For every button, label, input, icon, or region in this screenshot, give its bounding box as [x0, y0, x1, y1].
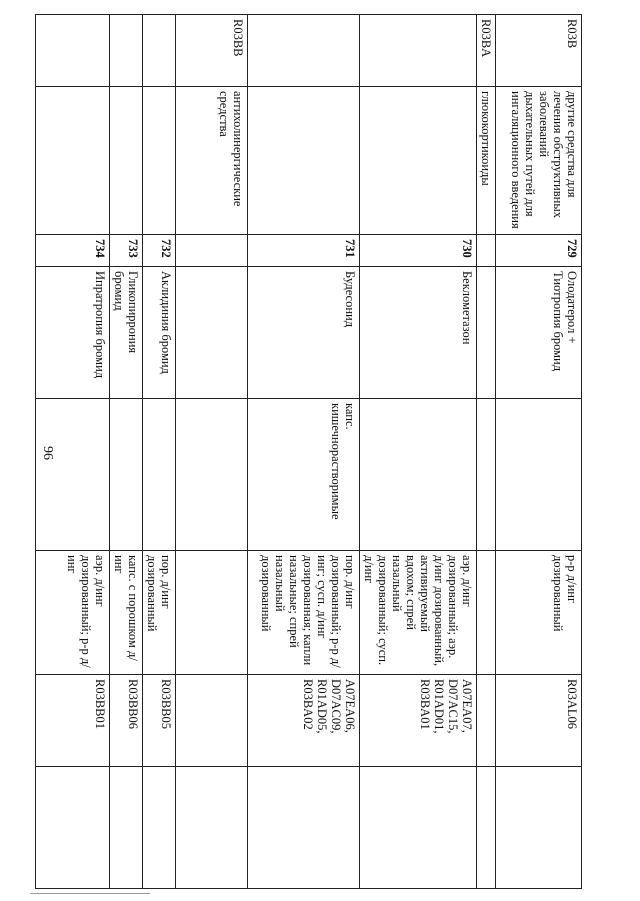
atc-group-code-cell: R03BA	[477, 15, 496, 87]
extra-form-cell: капс. кишечнорастворимые	[248, 399, 360, 551]
drug-name-cell: Аклидиния бромид	[143, 267, 176, 399]
atc-group-name-cell: другие средства для лечения обструктивных заболеваний дыхательных путей для ингаляционного введения	[496, 87, 582, 235]
atc-group-name-cell: глюкокортикоиды	[477, 87, 496, 235]
atc-code-cell: R03BB05	[143, 675, 176, 767]
atc-group-code-cell	[360, 15, 477, 87]
extra-form-cell	[477, 399, 496, 551]
dosage-form-cell: пор. д/инг дозированный; р-р д/инг; сусп. д/инг дозированная; капли назальные; спрей назальный дозированный	[248, 551, 360, 675]
dosage-form-cell: р-р д/инг дозированный	[496, 551, 582, 675]
dosage-form-cell: аэр. д/инг дозированный; р-р д/инг	[36, 551, 110, 675]
atc-group-code-cell	[143, 15, 176, 87]
atc-group-name-cell: антихолинергические средства	[176, 87, 248, 235]
drug-name-cell: Будесонид	[248, 267, 360, 399]
drug-name-cell: Гликопиррония бромид	[110, 267, 143, 399]
row-number-cell: 729	[496, 235, 582, 267]
atc-group-name-cell	[248, 87, 360, 235]
row-number-cell: 733	[110, 235, 143, 267]
extra-form-cell	[110, 399, 143, 551]
atc-code-cell: R03BB01	[36, 675, 110, 767]
dosage-form-cell	[477, 551, 496, 675]
empty-cell	[176, 767, 248, 889]
extra-form-cell	[496, 399, 582, 551]
dosage-form-cell: капс. с порошком д/инг	[110, 551, 143, 675]
atc-code-cell: R03BB06	[110, 675, 143, 767]
dosage-form-cell	[176, 551, 248, 675]
empty-cell	[248, 767, 360, 889]
row-number-cell	[477, 235, 496, 267]
extra-form-cell	[360, 399, 477, 551]
scan-edge-rule	[30, 893, 150, 894]
table-row	[36, 15, 110, 889]
table-row	[143, 15, 176, 889]
extra-form-cell	[176, 399, 248, 551]
row-number-cell: 732	[143, 235, 176, 267]
table-row	[496, 15, 582, 889]
atc-code-cell	[176, 675, 248, 767]
atc-group-name-cell	[36, 87, 110, 235]
row-number-cell	[176, 235, 248, 267]
empty-cell	[496, 767, 582, 889]
drug-list-table	[35, 14, 582, 889]
atc-group-name-cell	[143, 87, 176, 235]
empty-cell	[143, 767, 176, 889]
rotated-table-wrapper	[65, 14, 582, 888]
atc-code-cell: A07EA06, D07AC09, R01AD05, R03BA02	[248, 675, 360, 767]
dosage-form-cell: пор. д/инг дозированный	[143, 551, 176, 675]
extra-form-cell	[36, 399, 110, 551]
table-row	[110, 15, 143, 889]
empty-cell	[477, 767, 496, 889]
drug-name-cell	[477, 267, 496, 399]
atc-group-name-cell	[360, 87, 477, 235]
table-row	[248, 15, 360, 889]
row-number-cell: 734	[36, 235, 110, 267]
atc-code-cell: R03AL06	[496, 675, 582, 767]
drug-name-cell: Беклометазон	[360, 267, 477, 399]
row-number-cell: 731	[248, 235, 360, 267]
row-number-cell: 730	[360, 235, 477, 267]
extra-form-cell	[143, 399, 176, 551]
empty-cell	[36, 767, 110, 889]
atc-code-cell: A07EA07, D07AC15, R01AD01, R03BA01	[360, 675, 477, 767]
table-row	[360, 15, 477, 889]
drug-name-cell	[176, 267, 248, 399]
atc-group-code-cell: R03BB	[176, 15, 248, 87]
atc-code-cell	[477, 675, 496, 767]
table-row	[176, 15, 248, 889]
empty-cell	[360, 767, 477, 889]
dosage-form-cell: аэр. д/инг дозированный; аэр. д/инг дозированный, активируемый вдохом; спрей назальный дозированный; сусп. д/инг	[360, 551, 477, 675]
page-number: 96	[40, 446, 55, 460]
atc-group-code-cell	[248, 15, 360, 87]
atc-group-code-cell: R03B	[496, 15, 582, 87]
atc-group-name-cell	[110, 87, 143, 235]
atc-group-code-cell	[36, 15, 110, 87]
drug-name-cell: Олодатерол + Тиотропия бромид	[496, 267, 582, 399]
table-row	[477, 15, 496, 889]
empty-cell	[110, 767, 143, 889]
atc-group-code-cell	[110, 15, 143, 87]
drug-name-cell: Ипратропия бромид	[36, 267, 110, 399]
